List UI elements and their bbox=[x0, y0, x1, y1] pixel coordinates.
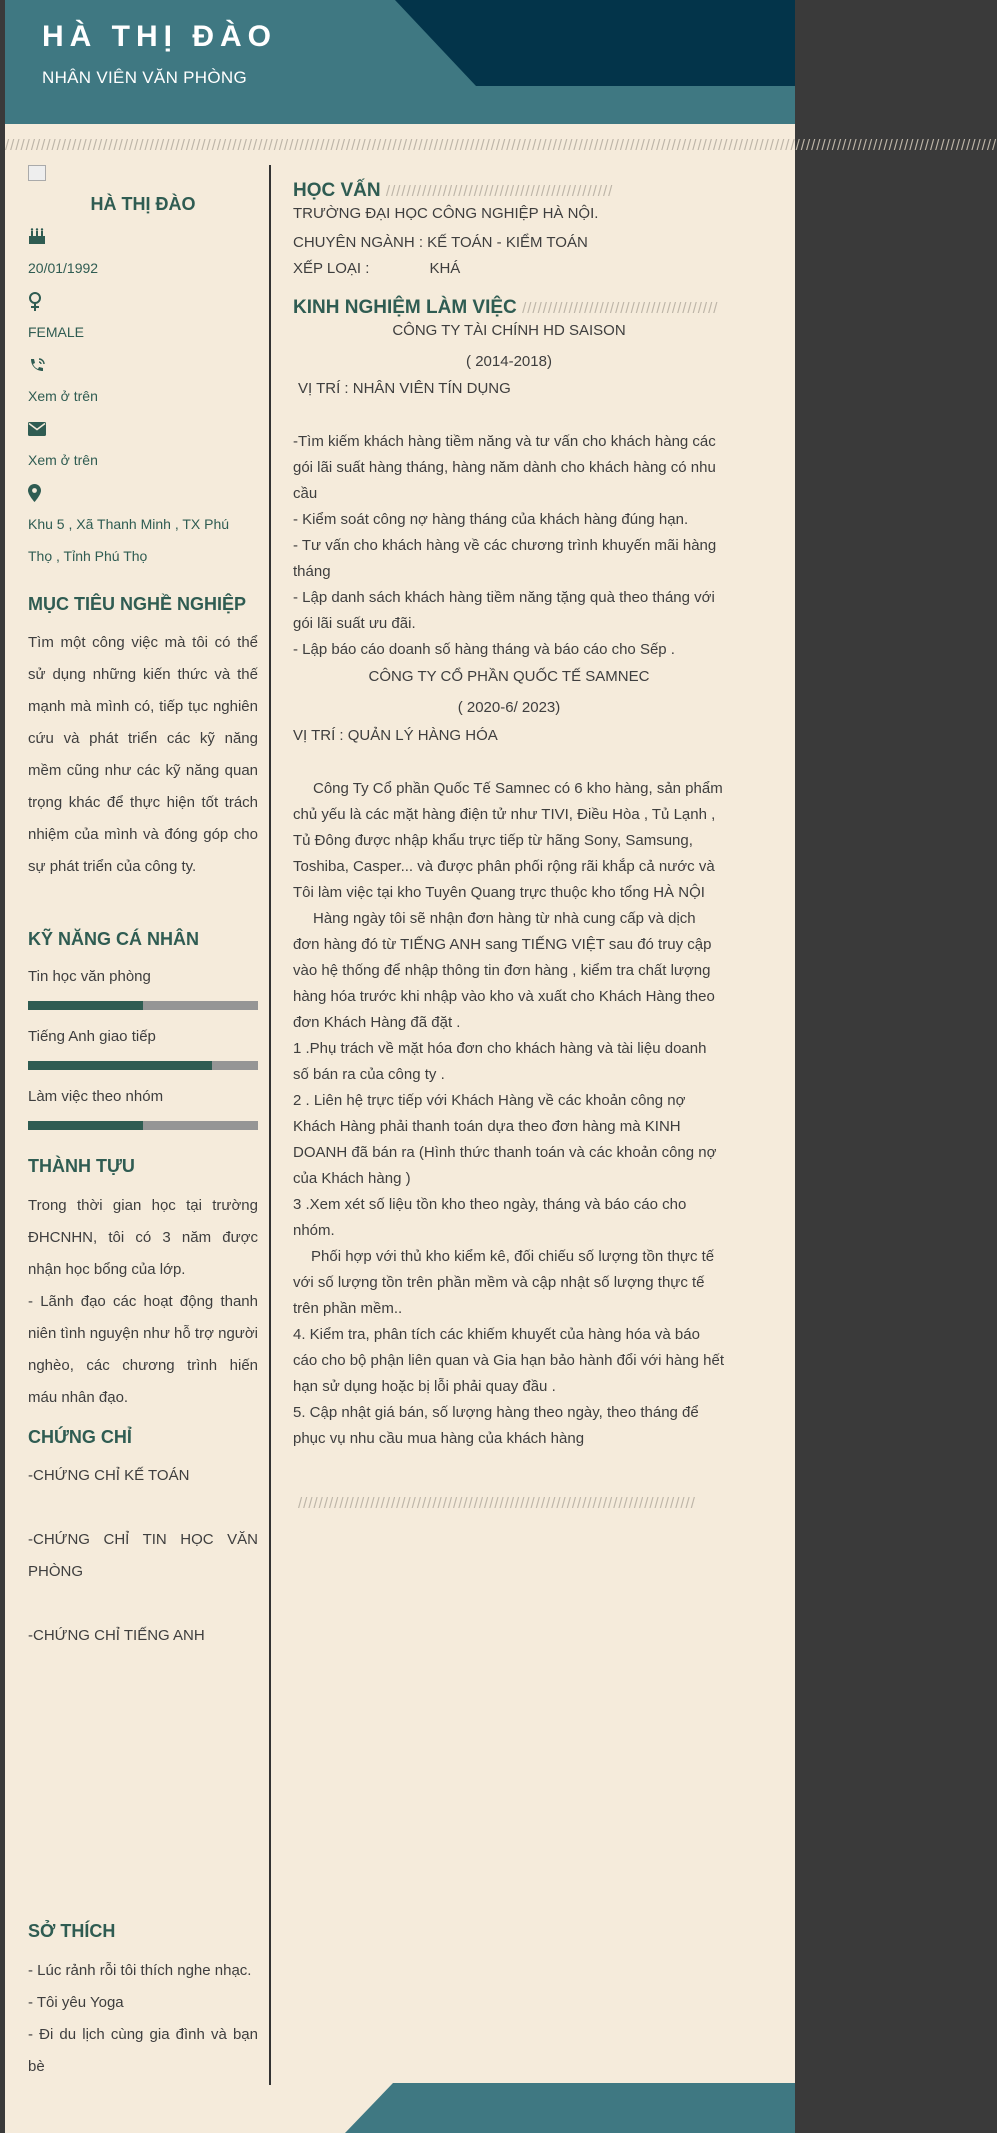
decorative-divider: //////////////////////////////////////////// bbox=[385, 183, 614, 200]
education-heading-text: HỌC VẤN bbox=[293, 180, 381, 201]
job-position: VỊ TRÍ : QUẢN LÝ HÀNG HÓA bbox=[293, 727, 498, 744]
hobby-item: - Tôi yêu Yoga bbox=[28, 1994, 124, 2011]
achievements-text-1: Trong thời gian học tại trường ĐHCNHN, tôi có 3 năm được nhận học bổng của lớp. bbox=[28, 1197, 258, 1278]
profile-name: HÀ THỊ ĐÀO bbox=[90, 194, 196, 214]
job-duty: 1 .Phụ trách về mặt hóa đơn cho khách hàng và tài liệu doanh số bán ra của công ty . bbox=[293, 1040, 707, 1083]
job-duty: 2 . Liên hệ trực tiếp với Khách Hàng về các khoản công nợ Khách Hàng phải thanh toán dựa theo đơn hàng mà KINH DOANH đã bán ra (Hình thức thanh toán và các khoản công nợ của Khách hàng ) bbox=[293, 1092, 717, 1187]
career-objective-text: Tìm một công việc mà tôi có thể sử dụng những kiến thức và thế mạnh mà mình có, tiếp tục nghiên cứu và phát triển các kỹ năng mềm cũng như các kỹ năng quan trọng khác để thực hiện tốt trách nhiệm của mình và đóng góp cho sự phát triển của công ty. bbox=[28, 634, 258, 875]
profile-photo-broken bbox=[28, 165, 46, 181]
email-envelope-icon bbox=[28, 421, 46, 441]
achievements-text-2: - Lãnh đạo các hoạt động thanh niên tình nguyện như hỗ trợ người nghèo, các chương trình hiến máu nhân đạo. bbox=[28, 1293, 258, 1406]
education-rank-value: KHÁ bbox=[429, 260, 461, 277]
job-duty: 5. Cập nhật giá bán, số lượng hàng theo ngày, theo tháng để phục vụ nhu cầu mua hàng của khách hàng bbox=[293, 1404, 699, 1447]
address: Khu 5 , Xã Thanh Minh , TX Phú Thọ , Tỉnh Phú Thọ bbox=[28, 516, 230, 564]
job-duty: Hàng ngày tôi sẽ nhận đơn hàng từ nhà cung cấp và dịch đơn hàng đó từ TIẾNG ANH sang TIẾNG VIỆT sau đó truy cập vào hệ thống để nhập thông tin đơn hàng , kiểm tra chất lượng hàng hóa trước khi nhập vào kho và xuất cho Khách Hàng theo đơn Khách Hàng đã đặt . bbox=[293, 910, 715, 1031]
certificates-heading: CHỨNG CHỈ bbox=[28, 1427, 132, 1447]
email-value: Xem ở trên bbox=[28, 452, 98, 468]
birthday-cake-icon bbox=[28, 228, 46, 250]
job-duty: Phối hợp với thủ kho kiểm kê, đối chiếu số lượng tồn thực tế với số lượng tồn trên phần mềm và cập nhật số lượng thực tế trên phần mềm.. bbox=[293, 1248, 715, 1317]
certificate-item: -CHỨNG CHỈ TIN HỌC VĂN PHÒNG bbox=[28, 1531, 258, 1580]
job-position: VỊ TRÍ : NHÂN VIÊN TÍN DỤNG bbox=[298, 380, 511, 397]
job-company: CÔNG TY CỔ PHẦN QUỐC TẾ SAMNEC bbox=[368, 668, 650, 685]
skill-name: Tin học văn phòng bbox=[28, 968, 151, 985]
hobby-item: - Lúc rảnh rỗi tôi thích nghe nhạc. bbox=[28, 1962, 252, 1979]
experience-heading-text: KINH NGHIỆM LÀM VIỆC bbox=[293, 297, 517, 318]
phone-value: Xem ở trên bbox=[28, 388, 98, 404]
achievements-heading: THÀNH TỰU bbox=[28, 1156, 135, 1176]
skill-level-fill bbox=[28, 1061, 212, 1070]
skills-heading: KỸ NĂNG CÁ NHÂN bbox=[28, 929, 199, 949]
job-duties bbox=[293, 429, 725, 663]
job-period: ( 2020-6/ 2023) bbox=[457, 699, 561, 716]
experience-heading bbox=[293, 297, 718, 319]
header-job-title: NHÂN VIÊN VĂN PHÒNG bbox=[42, 68, 248, 87]
job-duty: - Lập báo cáo doanh số hàng tháng và báo cáo cho Sếp . bbox=[293, 641, 675, 658]
job-company: CÔNG TY TÀI CHÍNH HD SAISON bbox=[392, 322, 626, 339]
hobbies-heading: SỞ THÍCH bbox=[28, 1921, 116, 1941]
certificate-item: -CHỨNG CHỈ KẾ TOÁN bbox=[28, 1467, 190, 1484]
decorative-divider: //////////////////////////////////////////////////////////////////////////////////////////////////////////////////////////////////////////////////////////////////////////////////////////////// bbox=[5, 137, 997, 154]
education-major: CHUYÊN NGÀNH : KẾ TOÁN - KIỂM TOÁN bbox=[293, 234, 588, 251]
skill-name: Làm việc theo nhóm bbox=[28, 1088, 164, 1105]
job-duty: 3 .Xem xét số liệu tồn kho theo ngày, tháng và báo cáo cho nhóm. bbox=[293, 1196, 687, 1239]
education-heading bbox=[293, 180, 613, 202]
header-full-name: HÀ THỊ ĐÀO bbox=[42, 20, 277, 53]
header-banner bbox=[5, 0, 795, 124]
skill-name: Tiếng Anh giao tiếp bbox=[28, 1028, 156, 1045]
skill-level-bar bbox=[28, 1001, 258, 1010]
location-pin-icon bbox=[28, 484, 41, 507]
skill-level-bar bbox=[28, 1061, 258, 1070]
decorative-divider: ////////////////////////////////////// bbox=[522, 300, 719, 317]
decorative-divider: ///////////////////////////////////////////////////////////////////////////// bbox=[298, 1495, 696, 1512]
skill-level-fill bbox=[28, 1001, 143, 1010]
phone-icon bbox=[28, 357, 46, 378]
skill-level-bar bbox=[28, 1121, 258, 1130]
skill-level-fill bbox=[28, 1121, 143, 1130]
job-duty: - Tư vấn cho khách hàng về các chương trình khuyến mãi hàng tháng bbox=[293, 537, 717, 580]
job-duty: - Lập danh sách khách hàng tiềm năng tặng quà theo tháng với gói lãi suất ưu đãi. bbox=[293, 589, 715, 632]
job-duty: 4. Kiểm tra, phân tích các khiếm khuyết của hàng hóa và báo cáo cho bộ phận liên quan và Gia hạn bảo hành đổi với hàng hết hạn sử dụng hoặc bị lỗi phải quay đầu . bbox=[293, 1326, 725, 1395]
hobby-item: - Đi du lịch cùng gia đình và bạn bè bbox=[28, 2026, 258, 2075]
job-duty: -Tìm kiếm khách hàng tiềm năng và tư vấn cho khách hàng các gói lãi suất hàng tháng, hàng năm dành cho khách hàng có nhu cầu bbox=[293, 433, 716, 502]
education-school: TRƯỜNG ĐẠI HỌC CÔNG NGHIỆP HÀ NỘI. bbox=[293, 205, 599, 222]
cv-page bbox=[5, 0, 997, 2133]
certificate-item: -CHỨNG CHỈ TIẾNG ANH bbox=[28, 1627, 205, 1644]
education-rank-label: XẾP LOẠI : bbox=[293, 260, 370, 277]
footer-banner bbox=[345, 2083, 795, 2133]
gender: FEMALE bbox=[28, 324, 85, 340]
column-divider bbox=[269, 165, 271, 2085]
job-duty: Công Ty Cổ phần Quốc Tế Samnec có 6 kho hàng, sản phẩm chủ yếu là các mặt hàng điện tử như TIVI, Điều Hòa , Tủ Lạnh , Tủ Đông được nhập khẩu trực tiếp từ hãng Sony, Samsung, Toshiba, Casper... và được phân phối rộng rãi khắp cả nước và Tôi làm việc tại kho Tuyên Quang trực thuộc kho tổng HÀ NỘI bbox=[293, 780, 723, 901]
female-gender-icon bbox=[28, 292, 42, 317]
education-rank bbox=[293, 260, 725, 277]
job-period: ( 2014-2018) bbox=[466, 353, 552, 370]
job-duties bbox=[293, 776, 725, 1452]
birth-date: 20/01/1992 bbox=[28, 260, 99, 276]
job-duty: - Kiểm soát công nợ hàng tháng của khách hàng đúng hạn. bbox=[293, 511, 689, 528]
career-objective-heading: MỤC TIÊU NGHỀ NGHIỆP bbox=[28, 594, 247, 614]
header-accent-shape bbox=[395, 0, 795, 86]
